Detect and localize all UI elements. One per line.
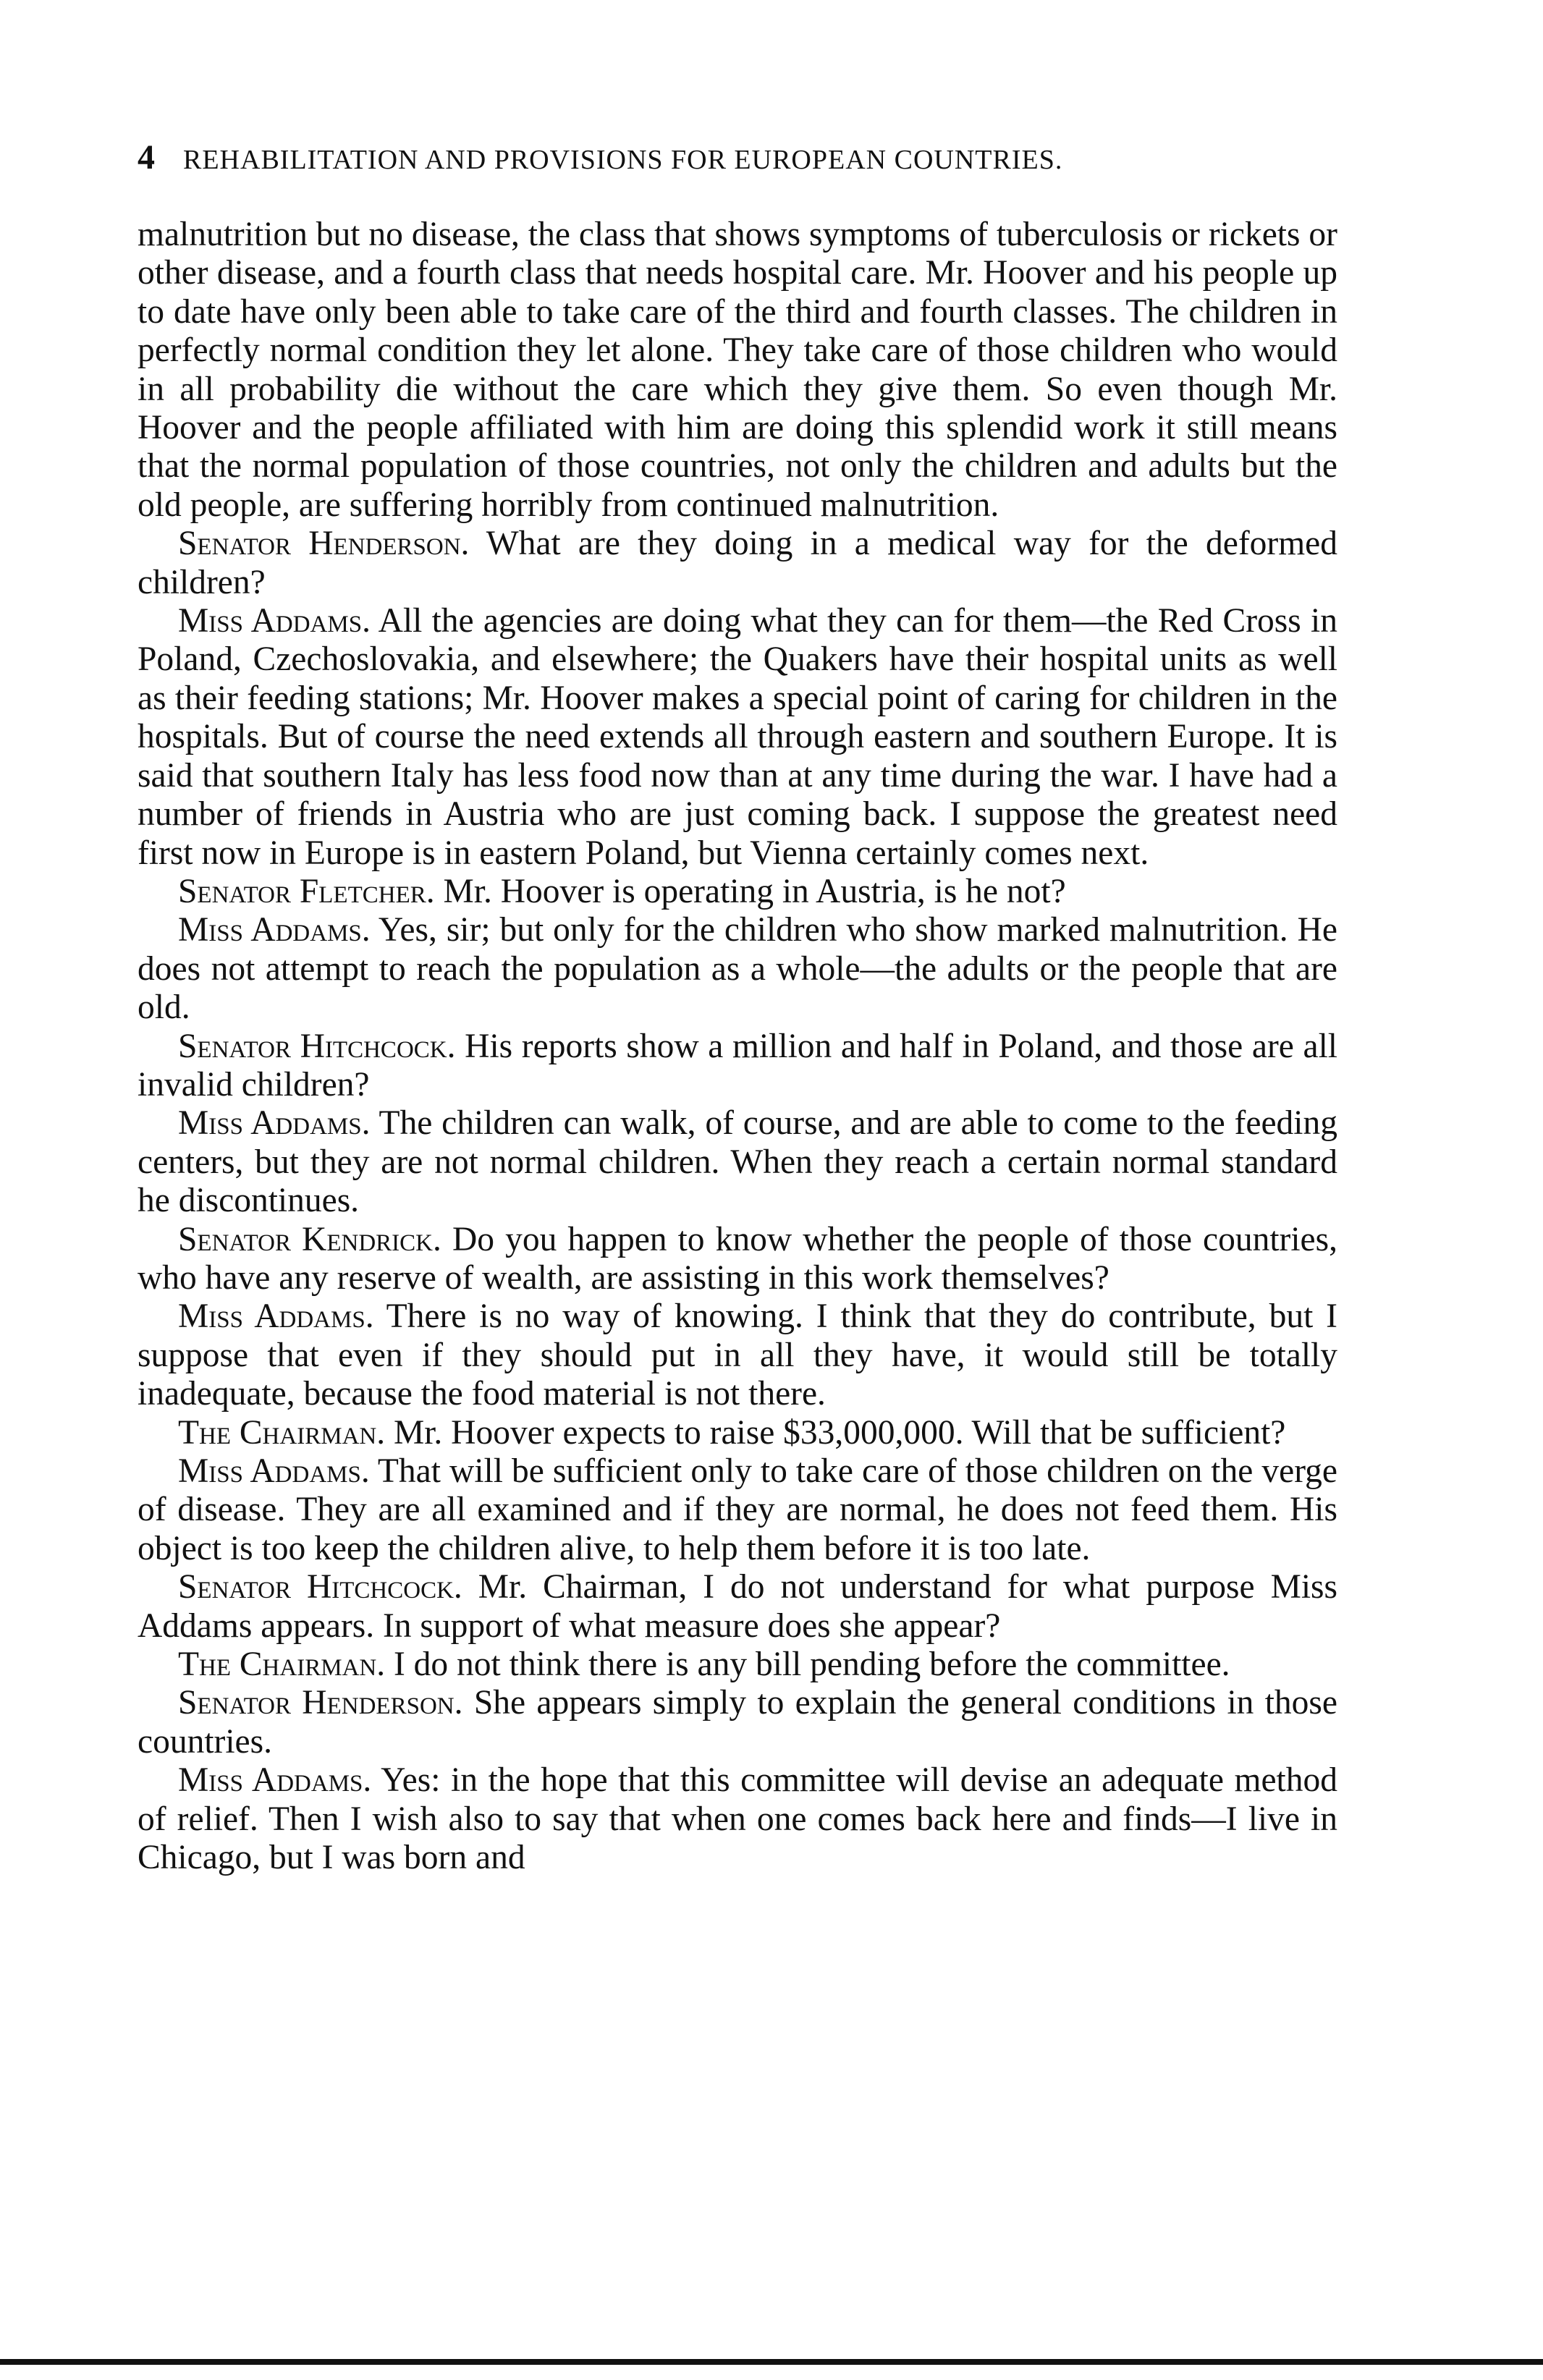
paragraph-text: There is no way of knowing. I think that they do contribute, but I suppose that even if they should put in all they have, it would still be totally inadequate, because the food material is not there. [138, 1297, 1337, 1413]
paragraph [138, 1028, 1337, 1105]
paragraph-text: That will be sufficient only to take care of those children on the verge of disease. They are all examined and if they are normal, he does not feed them. His object is too keep the children alive, to help them before it is too late. [138, 1452, 1337, 1567]
speaker-name: Miss Addams. [178, 911, 371, 949]
paragraph [138, 873, 1337, 911]
paragraph [138, 1646, 1337, 1684]
paragraph [138, 1297, 1337, 1413]
speaker-name: Miss Addams. [178, 1297, 374, 1336]
paragraph [138, 1761, 1337, 1877]
speaker-name: Miss Addams. [178, 1452, 370, 1490]
speaker-name: The Chairman. [178, 1413, 386, 1452]
paragraph-text: Mr. Hoover expects to raise $33,000,000. Will that be sufficient? [385, 1413, 1286, 1452]
paragraph-text: What are they doing in a medical way for the deformed children? [138, 525, 1337, 601]
speaker-name: Senator Hitchcock. [178, 1027, 456, 1065]
paragraph-text: Yes, sir; but only for the children who show marked malnutrition. He does not attempt to reach the population as a whole—the adults or the people that are old. [138, 911, 1337, 1027]
paragraph-text: Do you happen to know whether the people of those countries, who have any reserve of wealth, are assisting in this work themselves? [138, 1220, 1337, 1297]
paragraph [138, 216, 1337, 525]
speaker-name: Miss Addams. [178, 602, 371, 640]
paragraph-text: I do not think there is any bill pending before the committee. [385, 1646, 1230, 1684]
paragraph-text: Mr. Hoover is operating in Austria, is he not? [434, 872, 1066, 910]
speaker-name: Senator Kendrick. [178, 1220, 441, 1258]
speaker-name: The Chairman. [178, 1646, 386, 1684]
paragraph-text: His reports show a million and half in Poland, and those are all invalid children? [138, 1027, 1338, 1104]
paragraph [138, 1452, 1337, 1568]
paragraph-text: The children can walk, of course, and are able to come to the feeding centers, but they are not normal children. When they reach a certain normal standard he discontinues. [138, 1104, 1337, 1220]
speaker-name: Senator Fletcher. [178, 872, 435, 910]
paragraph [138, 1221, 1337, 1298]
page-bottom-edge [0, 2359, 1543, 2365]
running-header [138, 137, 1310, 177]
speaker-name: Senator Henderson. [178, 525, 470, 563]
paragraph-text: All the agencies are doing what they can for them—the Red Cross in Poland, Czechoslovakia, and elsewhere; the Quakers have their hospital units as well as their feeding stations; Mr. Hoover makes a special point of caring for children in the hospitals. But of course the need extends all through eastern and southern Europe. It is said that southern Italy has less food now than at any time during the war. I have had a number of friends in Austria who are just coming back. I suppose the greatest need first now in Europe is in eastern Poland, but Vienna certainly comes next. [138, 602, 1337, 872]
speaker-name: Senator Henderson. [178, 1684, 463, 1722]
paragraph [138, 525, 1337, 602]
paragraph [138, 911, 1337, 1027]
page-number: 4 [138, 138, 156, 177]
paragraph [138, 1568, 1337, 1646]
paragraph [138, 602, 1337, 873]
paragraph-text: malnutrition but no disease, the class that shows symptoms of tuberculosis or rickets or other disease, and a fourth class that needs hospital care. Mr. Hoover and his people up to date have only been able to take care of the third and fourth classes. The children in perfectly normal condition they let alone. They take care of those children who would in all probability die without the care which they give them. So even though Mr. Hoover and the people affiliated with him are doing this splendid work it still means that the normal population of those countries, not only the children and adults but the old people, are suffering horribly from continued malnutrition. [138, 216, 1337, 524]
body-text [138, 216, 1337, 1877]
paragraph-text: Yes: in the hope that this committee will devise an adequate method of relief. Then I wish also to say that when one comes back here and finds—I live in Chicago, but I was born and [138, 1761, 1337, 1877]
running-title: REHABILITATION AND PROVISIONS FOR EUROPEAN COUNTRIES. [183, 145, 1063, 175]
paragraph [138, 1414, 1337, 1452]
paragraph [138, 1684, 1337, 1761]
paragraph [138, 1104, 1337, 1220]
paragraph-text: Mr. Chairman, I do not understand for what purpose Miss Addams appears. In support of what measure does she appear? [138, 1568, 1337, 1645]
paragraph-text: She appears simply to explain the general conditions in those countries. [138, 1684, 1337, 1761]
speaker-name: Miss Addams. [178, 1104, 371, 1143]
speaker-name: Senator Hitchcock. [178, 1568, 462, 1606]
speaker-name: Miss Addams. [178, 1761, 372, 1800]
